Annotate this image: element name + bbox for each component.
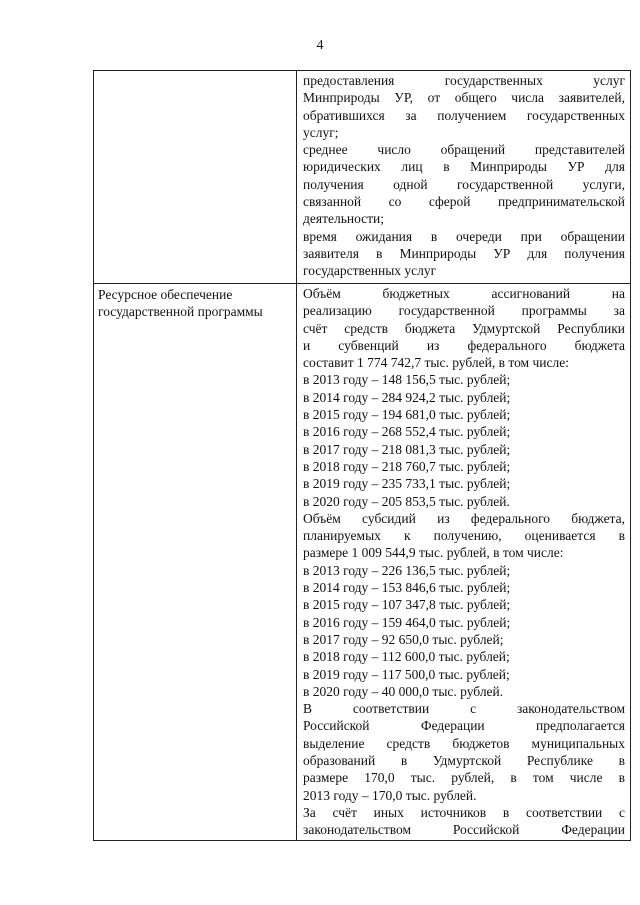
row2-left-cell xyxy=(94,284,297,841)
row1-left-cell xyxy=(94,71,297,284)
page-number: 4 xyxy=(316,38,324,53)
text-line: счёт средств бюджета Удмуртской Республики xyxy=(303,320,625,336)
text-line: в 2019 году – 235 733,1 тыс. рублей; xyxy=(303,476,511,492)
text-line: реализацию государственной программы за xyxy=(303,303,625,319)
text-line: заявителя в Минприроды УР для получения xyxy=(303,245,625,261)
text-line: В соответствии с законодательством xyxy=(303,701,625,717)
text-line: законодательством Российской Федерации xyxy=(303,822,625,838)
text-line: в 2015 году – 107 347,8 тыс. рублей; xyxy=(303,597,511,613)
text-line: Объём субсидий из федерального бюджета, xyxy=(303,510,625,526)
table-row-indicators xyxy=(94,71,631,284)
text-line: в 2016 году – 268 552,4 тыс. рублей; xyxy=(303,424,511,440)
text-line: составит 1 774 742,7 тыс. рублей, в том числе: xyxy=(303,355,569,371)
text-line: размере 1 009 544,9 тыс. рублей, в том числе: xyxy=(303,545,564,561)
row1-right-cell xyxy=(297,71,631,284)
text-line: Российской Федерации предполагается xyxy=(303,718,625,734)
text-line: в 2014 году – 153 846,6 тыс. рублей; xyxy=(303,580,511,596)
row2-right-cell xyxy=(297,284,631,841)
text-line: в 2013 году – 226 136,5 тыс. рублей; xyxy=(303,562,511,578)
text-line: выделение средств бюджетов муниципальных xyxy=(303,735,625,751)
table-row-resources xyxy=(94,284,631,841)
text-line: образований в Удмуртской Республике в xyxy=(303,753,625,769)
text-line: в 2019 году – 117 500,0 тыс. рублей; xyxy=(303,666,510,682)
text-line: 2013 году – 170,0 тыс. рублей. xyxy=(303,787,477,803)
text-line: планируемых к получению, оценивается в xyxy=(303,528,625,544)
row2-heading-line2: государственной программы xyxy=(98,304,263,320)
text-line: в 2018 году – 112 600,0 тыс. рублей; xyxy=(303,649,510,665)
row2-heading xyxy=(98,286,292,321)
text-line: в 2017 году – 92 650,0 тыс. рублей; xyxy=(303,631,504,647)
row2-text xyxy=(303,285,625,839)
row1-text xyxy=(303,72,625,280)
text-line: получения одной государственной услуги, xyxy=(303,176,625,192)
text-line: За счёт иных источников в соответствии с xyxy=(303,804,625,820)
text-line: обратившихся за получением государственных xyxy=(303,107,625,123)
text-line: в 2017 году – 218 081,3 тыс. рублей; xyxy=(303,441,511,457)
text-line: в 2013 году – 148 156,5 тыс. рублей; xyxy=(303,372,511,388)
text-line: среднее число обращений представителей xyxy=(303,142,625,158)
text-line: в 2016 году – 159 464,0 тыс. рублей; xyxy=(303,614,511,630)
text-line: государственных услуг xyxy=(303,263,437,279)
text-line: размере 170,0 тыс. рублей, в том числе в xyxy=(303,770,625,786)
text-line: в 2014 году – 284 924,2 тыс. рублей; xyxy=(303,389,511,405)
text-line: услуг; xyxy=(303,124,339,140)
row2-heading-line1: Ресурсное обеспечение xyxy=(98,287,233,302)
text-line: Объём бюджетных ассигнований на xyxy=(303,286,625,301)
text-line: юридических лиц в Минприроды УР для xyxy=(303,159,625,175)
text-line: в 2015 году – 194 681,0 тыс. рублей; xyxy=(303,407,511,423)
text-line: предоставления государственных услуг xyxy=(303,73,625,88)
text-line: Минприроды УР, от общего числа заявителей, xyxy=(303,90,625,106)
text-line: деятельности; xyxy=(303,211,385,227)
text-line: и субвенций из федерального бюджета xyxy=(303,337,625,353)
program-passport-table xyxy=(93,70,631,841)
text-line: в 2020 году – 205 853,5 тыс. рублей. xyxy=(303,493,510,509)
text-line: связанной со сферой предпринимательской xyxy=(303,194,625,210)
text-line: время ожидания в очереди при обращении xyxy=(303,228,625,244)
text-line: в 2018 году – 218 760,7 тыс. рублей; xyxy=(303,458,511,474)
text-line: в 2020 году – 40 000,0 тыс. рублей. xyxy=(303,683,504,699)
